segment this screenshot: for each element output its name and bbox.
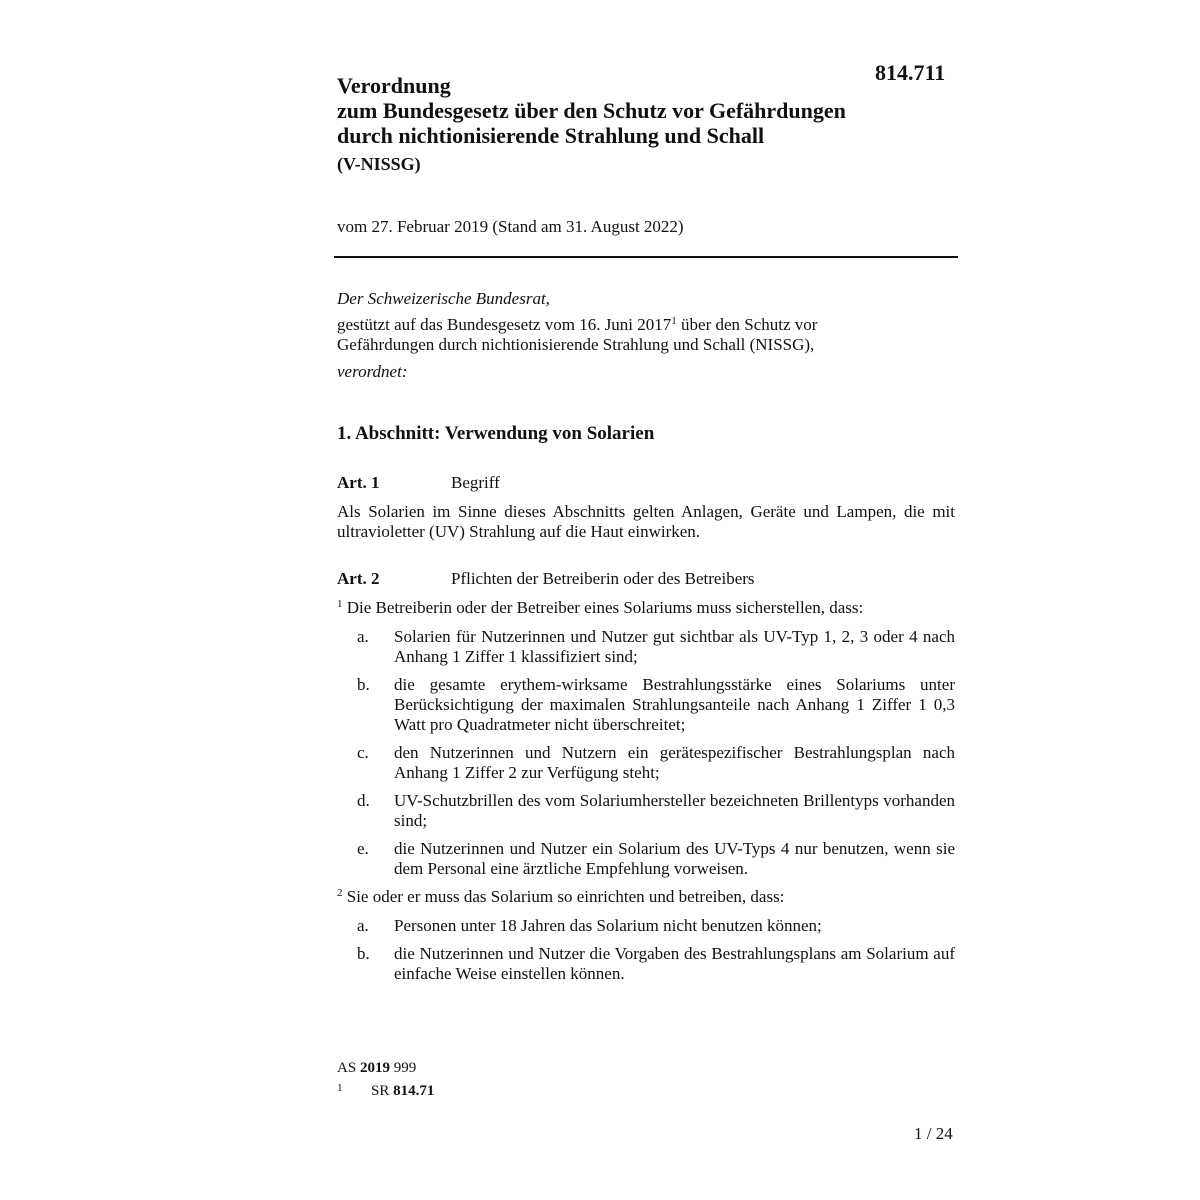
sr-number: 814.711 bbox=[875, 60, 946, 85]
as-year: 2019 bbox=[359, 1060, 390, 1076]
preamble-basis-text: gestützt auf das Bundesgesetz vom 16. Juni 2017 bbox=[337, 315, 672, 334]
title-line-1: Verordnung bbox=[337, 73, 451, 98]
list-item-text: die Nutzerinnen und Nutzer ein Solarium des UV-Typs 4 nur benutzen, wenn sie dem Personal eine ärztliche Empfehlung vorweisen. bbox=[394, 839, 955, 878]
as-reference bbox=[337, 1058, 434, 1078]
list-item bbox=[337, 675, 955, 735]
article-2-paragraph-1 bbox=[337, 598, 955, 618]
list-item-letter: a. bbox=[357, 627, 369, 646]
paragraph-number: 2 bbox=[337, 887, 343, 899]
footnote-1 bbox=[337, 1078, 434, 1101]
article-2-heading bbox=[337, 569, 957, 589]
footnote-ref-1[interactable]: 1 bbox=[671, 315, 677, 327]
article-2-number: Art. 2 bbox=[337, 569, 380, 588]
article-2-title: Pflichten der Betreiberin oder des Betreibers bbox=[451, 569, 755, 588]
article-1-title: Begriff bbox=[451, 473, 500, 492]
article-2-paragraph-2 bbox=[337, 887, 955, 907]
list-item-letter: b. bbox=[357, 944, 370, 963]
ordinance-date: vom 27. Februar 2019 (Stand am 31. August 2022) bbox=[337, 217, 684, 236]
preamble-basis bbox=[337, 315, 897, 355]
list-item-letter: b. bbox=[357, 675, 370, 694]
preamble-issuer: Der Schweizerische Bundesrat, bbox=[337, 289, 550, 308]
ordinance-title bbox=[337, 73, 937, 148]
footnote-1-prefix: SR bbox=[371, 1083, 394, 1099]
list-item-letter: d. bbox=[357, 791, 370, 810]
list-item bbox=[337, 627, 955, 667]
footnotes bbox=[337, 1058, 434, 1101]
paragraph-2-list bbox=[337, 916, 955, 992]
preamble-ordains: verordnet: bbox=[337, 362, 408, 381]
list-item-text: die gesamte erythem-wirksame Bestrahlungsstärke eines Solariums unter Berücksichtigung der maximalen Strahlungsanteile nach Anhang 1 Ziffer 1 0,3 Watt pro Quadratmeter nicht überschreitet; bbox=[394, 675, 955, 734]
list-item bbox=[337, 916, 955, 936]
list-item-text: Personen unter 18 Jahren das Solarium nicht benutzen können; bbox=[394, 916, 822, 935]
list-item-text: Solarien für Nutzerinnen und Nutzer gut sichtbar als UV-Typ 1, 2, 3 oder 4 nach Anhang 1 Ziffer 1 klassifiziert sind; bbox=[394, 627, 955, 666]
footnote-1-number: 814.71 bbox=[393, 1083, 435, 1099]
footnote-1-mark: 1 bbox=[337, 1082, 343, 1094]
list-item-text: den Nutzerinnen und Nutzern ein gerätespezifischer Bestrahlungsplan nach Anhang 1 Ziffer 2 zur Verfügung steht; bbox=[394, 743, 955, 782]
section-heading: 1. Abschnitt: Verwendung von Solarien bbox=[337, 423, 655, 444]
list-item-letter: e. bbox=[357, 839, 369, 858]
list-item-text: UV-Schutzbrillen des vom Solariumhersteller bezeichneten Brillentyps vorhanden sind; bbox=[394, 791, 955, 830]
title-line-3: durch nichtionisierende Strahlung und Schall bbox=[337, 123, 765, 148]
paragraph-text: Die Betreiberin oder der Betreiber eines Solariums muss sicherstellen, dass: bbox=[342, 598, 864, 617]
article-1-text: Als Solarien im Sinne dieses Abschnitts gelten Anlagen, Geräte und Lampen, die mit ultravioletter (UV) Strahlung auf die Haut einwirken. bbox=[337, 502, 955, 541]
list-item bbox=[337, 743, 955, 783]
list-item-letter: c. bbox=[357, 743, 369, 762]
page-number: 1 / 24 bbox=[914, 1124, 953, 1143]
as-prefix: AS bbox=[337, 1060, 360, 1076]
preamble-basis-text-cont: über den Schutz vor Gefährdungen durch nichtionisierende Strahlung und Schall (NISSG), bbox=[337, 315, 818, 354]
list-item bbox=[337, 791, 955, 831]
list-item bbox=[337, 839, 955, 879]
ordinance-abbreviation: (V-NISSG) bbox=[337, 154, 421, 174]
list-item bbox=[337, 944, 955, 984]
list-item-text: die Nutzerinnen und Nutzer die Vorgaben des Bestrahlungsplans am Solarium auf einfache Weise einstellen können. bbox=[394, 944, 955, 983]
paragraph-text: Sie oder er muss das Solarium so einrichten und betreiben, dass: bbox=[342, 887, 785, 906]
paragraph-number: 1 bbox=[337, 598, 343, 610]
header-divider bbox=[334, 256, 958, 258]
article-1-heading bbox=[337, 473, 957, 493]
list-item-letter: a. bbox=[357, 916, 369, 935]
article-1-number: Art. 1 bbox=[337, 473, 380, 492]
as-page: 999 bbox=[389, 1060, 417, 1076]
paragraph-1-list bbox=[337, 627, 955, 887]
title-line-2: zum Bundesgesetz über den Schutz vor Gefährdungen bbox=[337, 98, 846, 123]
